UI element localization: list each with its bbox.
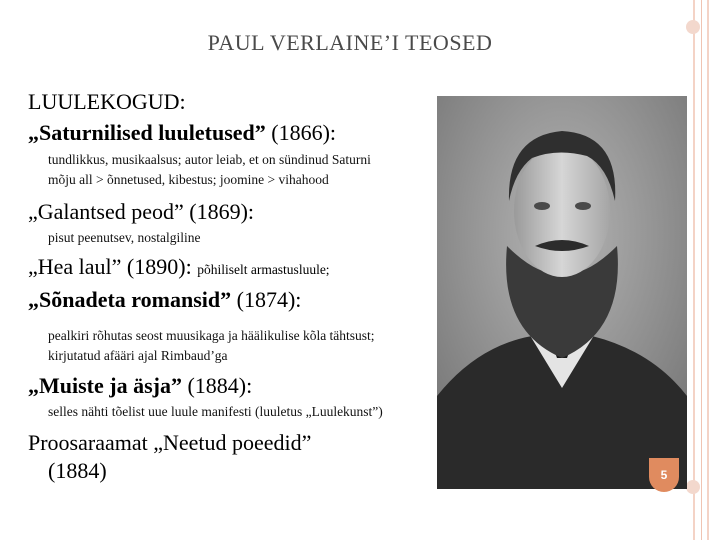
work-note: põhiliselt armastusluule;	[197, 262, 330, 277]
portrait-photo	[437, 96, 687, 489]
work-title: „Hea laul” (1890):	[28, 254, 192, 279]
work-item-muiste	[28, 373, 252, 399]
work-note: mõju all > õnnetused, kibestus; joomine > vihahood	[48, 172, 329, 187]
work-year: (1874):	[231, 287, 302, 312]
work-title: „Muiste ja äsja”	[28, 373, 182, 398]
portrait-illustration	[437, 96, 687, 489]
work-note: selles nähti tõelist uue luule manifesti (luuletus „Luulekunst”)	[48, 404, 383, 419]
work-note: pealkiri rõhutas seost muusikaga ja häälikulise kõla tähtsust;	[48, 328, 375, 343]
decorative-rail-circle	[686, 480, 700, 494]
work-title: „Sõnadeta romansid”	[28, 287, 232, 312]
work-item-hea-laul	[28, 254, 330, 283]
work-item-galantsed: „Galantsed peod” (1869):	[28, 199, 255, 224]
work-note: pisut peenutsev, nostalgiline	[48, 230, 201, 245]
work-title: „Saturnilised luuletused”	[28, 120, 266, 145]
slide-title: PAUL VERLAINE’I TEOSED	[207, 30, 493, 55]
work-item-sonadeta	[28, 287, 301, 313]
decorative-rail	[707, 0, 709, 540]
work-year: (1884):	[181, 373, 253, 398]
work-note: tundlikkus, musikaalsus; autor leiab, et on sündinud Saturni	[48, 152, 371, 167]
decorative-rail	[701, 0, 702, 540]
page-number: 5	[660, 468, 668, 482]
section-heading: LUULEKOGUD:	[28, 89, 186, 114]
work-item-saturnilised	[28, 120, 336, 146]
decorative-rail	[693, 0, 695, 540]
work-year: (1866):	[265, 120, 337, 145]
prose-book-year: (1884)	[48, 458, 107, 483]
work-note: kirjutatud afääri ajal Rimbaud’ga	[48, 348, 228, 363]
page-number-badge	[649, 458, 679, 492]
prose-book-title: Proosaraamat „Neetud poeedid”	[28, 430, 312, 455]
